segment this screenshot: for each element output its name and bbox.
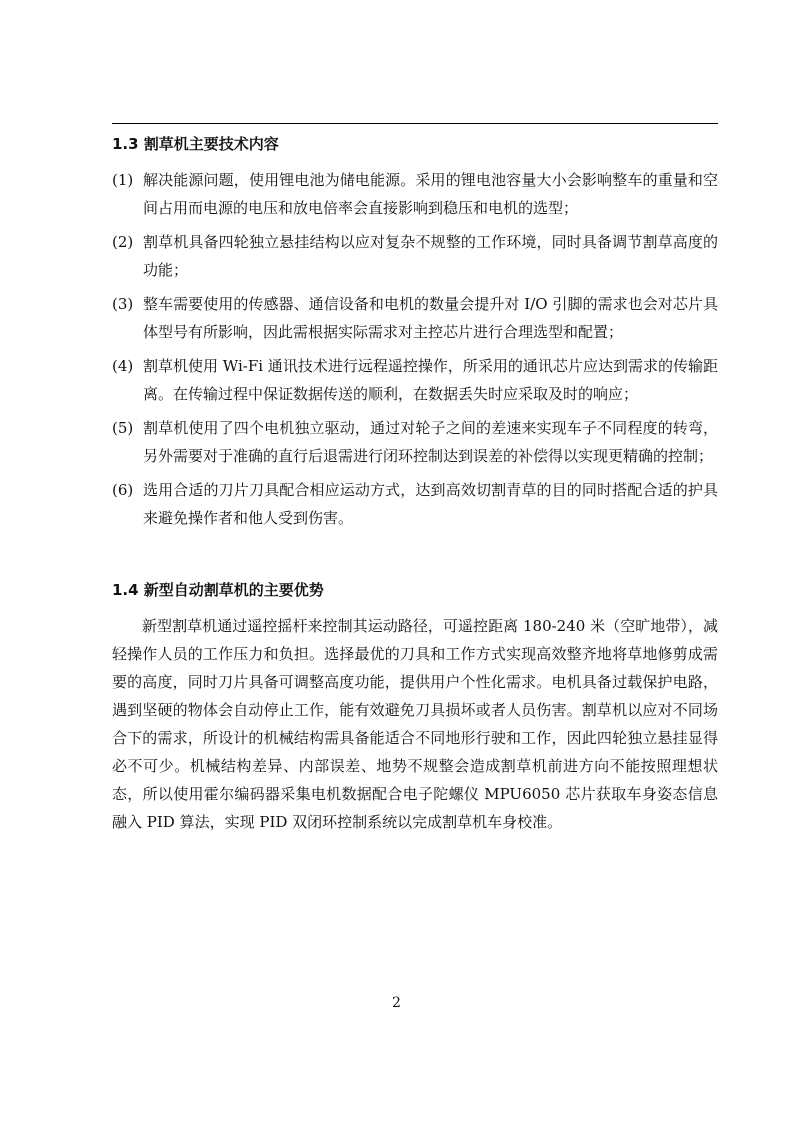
list-item-text: 解决能源问题，使用锂电池为储电能源。采用的锂电池容量大小会影响整车的重量和空间占用而电源的电压和放电倍率会直接影响到稳压和电机的选型； xyxy=(143,171,718,217)
technical-content-list xyxy=(112,166,718,532)
list-item-number: (3) xyxy=(112,295,134,313)
list-item-number: (4) xyxy=(112,357,134,375)
list-item-number: (5) xyxy=(112,419,134,437)
list-item-text: 割草机具备四轮独立悬挂结构以应对复杂不规整的工作环境，同时具备调节割草高度的功能； xyxy=(143,233,718,279)
list-item-text: 整车需要使用的传感器、通信设备和电机的数量会提升对 I/O 引脚的需求也会对芯片具体型号有所影响，因此需根据实际需求对主控芯片进行合理选型和配置； xyxy=(143,295,718,341)
list-item-number: (2) xyxy=(112,233,134,251)
list-item xyxy=(112,352,718,408)
list-item-text: 选用合适的刀片刀具配合相应运动方式，达到高效切割青草的目的同时搭配合适的护具来避免操作者和他人受到伤害。 xyxy=(143,481,718,527)
list-item-number: (1) xyxy=(112,171,134,189)
list-item-number: (6) xyxy=(112,481,134,499)
list-item xyxy=(112,166,718,222)
advantages-paragraph: 新型割草机通过遥控摇杆来控制其运动路径，可遥控距离 180-240 米（空旷地带），减轻操作人员的工作压力和负担。选择最优的刀具和工作方式实现高效整齐地将草地修剪成需要的高度，同时刀片具备可调整高度功能，提供用户个性化需求。电机具备过载保护电路，遇到坚硬的物体会自动停止工作，能有效避免刀具损坏或者人员伤害。割草机以应对不同场合下的需求，所设计的机械结构需具备能适合不同地形行驶和工作，因此四轮独立悬挂显得必不可少。机械结构差异、内部误差、地势不规整会造成割草机前进方向不能按照理想状态，所以使用霍尔编码器采集电机数据配合电子陀螺仪 MPU6050 芯片获取车身姿态信息融入 PID 算法，实现 PID 双闭环控制系统以完成割草机车身校准。 xyxy=(112,617,718,831)
list-item xyxy=(112,476,718,532)
list-item-text: 割草机使用 Wi-Fi 通讯技术进行远程遥控操作，所采用的通讯芯片应达到需求的传输距离。在传输过程中保证数据传送的顺利，在数据丢失时应采取及时的响应； xyxy=(143,357,718,403)
page-content xyxy=(112,130,718,836)
list-item xyxy=(112,228,718,284)
header-rule xyxy=(112,123,718,124)
page-number: 2 xyxy=(392,995,401,1011)
list-item-text: 割草机使用了四个电机独立驱动，通过对轮子之间的差速来实现车子不同程度的转弯，另外需要对于准确的直行后退需进行闭环控制达到误差的补偿得以实现更精确的控制； xyxy=(143,419,718,465)
section-heading-1-4: 1.4 新型自动割草机的主要优势 xyxy=(112,581,324,599)
list-item xyxy=(112,290,718,346)
section-heading-1-3: 1.3 割草机主要技术内容 xyxy=(112,135,279,153)
list-item xyxy=(112,414,718,470)
